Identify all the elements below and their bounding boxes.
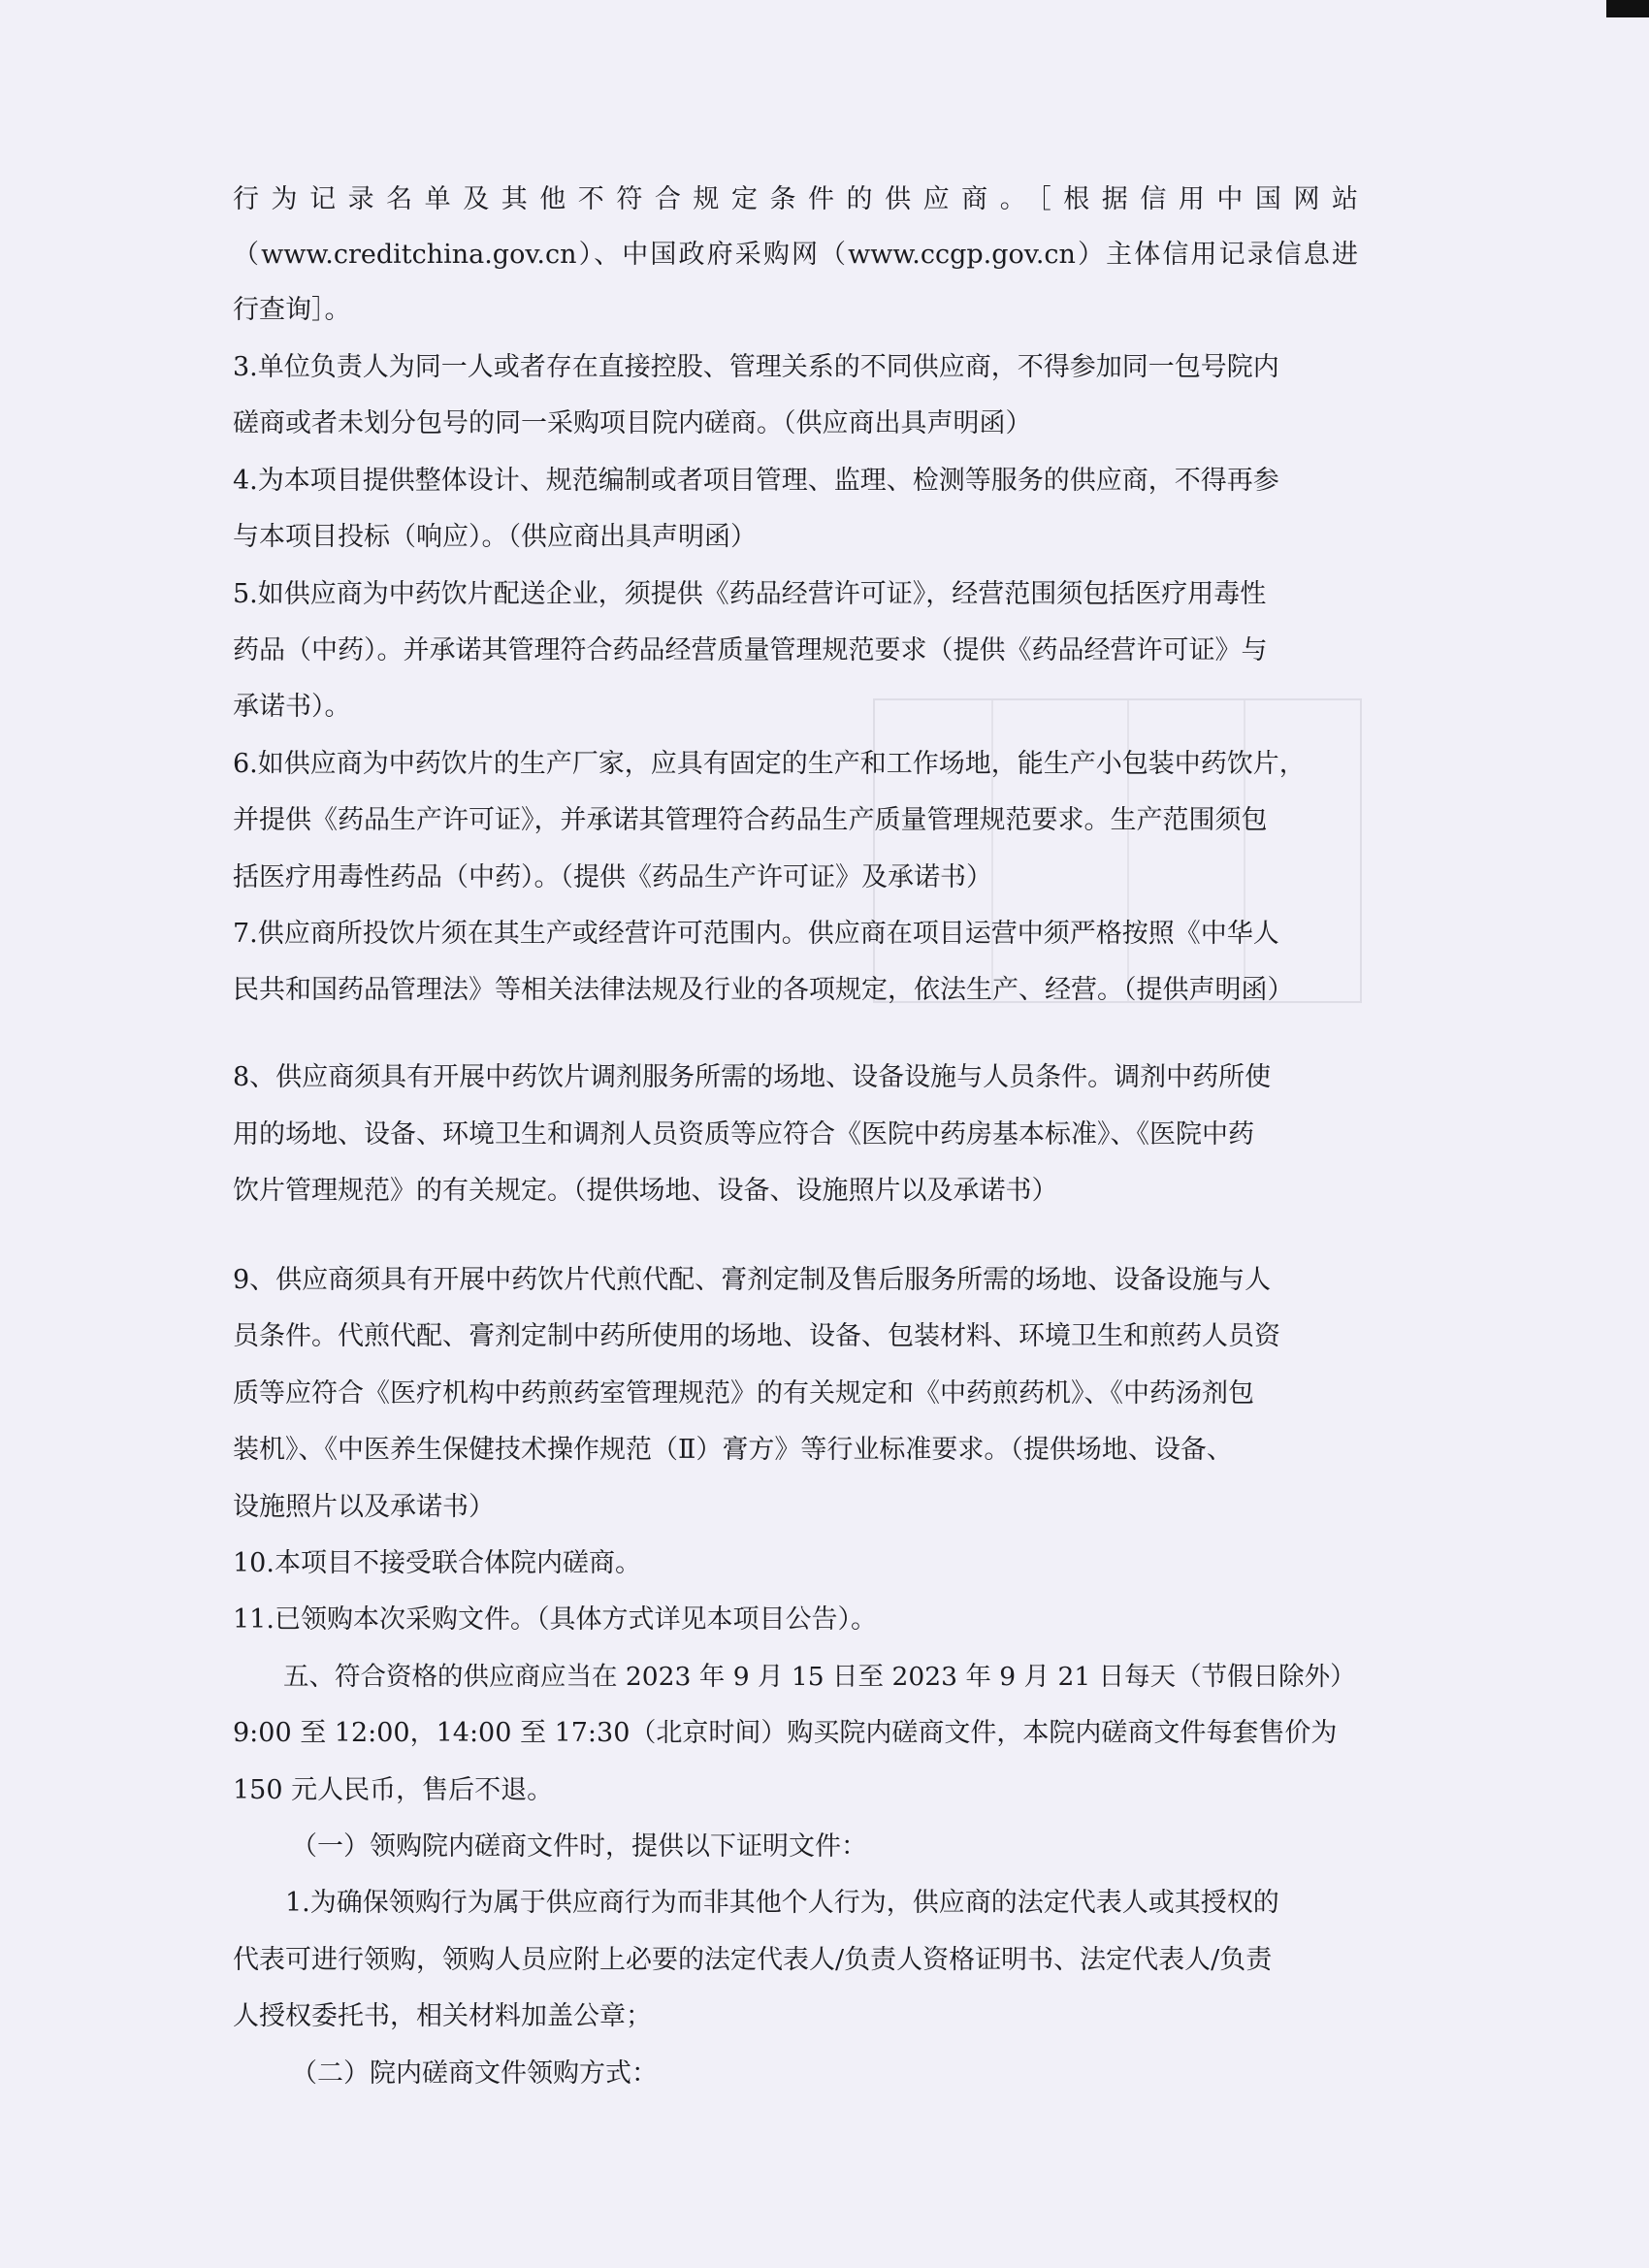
scan-corner-mark [1606, 0, 1649, 17]
text-line: 4.为本项目提供整体设计、规范编制或者项目管理、监理、检测等服务的供应商，不得再参 [233, 466, 1279, 496]
text-line: 6.如供应商为中药饮片的生产厂家，应具有固定的生产和工作场地，能生产小包装中药饮片， [233, 749, 1306, 779]
text-line: 3.单位负责人为同一人或者存在直接控股、管理关系的不同供应商，不得参加同一包号院内 [233, 352, 1279, 382]
text-line: 饮片管理规范》的有关规定。（提供场地、设备、设施照片以及承诺书） [233, 1176, 1058, 1206]
text-line: 10.本项目不接受联合体院内磋商。 [233, 1548, 641, 1578]
text-line: 8、供应商须具有开展中药饮片调剂服务所需的场地、设备设施与人员条件。调剂中药所使 [233, 1062, 1272, 1092]
text-line: 员条件。代煎代配、膏剂定制中药所使用的场地、设备、包装材料、环境卫生和煎药人员资 [233, 1321, 1280, 1351]
text-line: 五、符合资格的供应商应当在 2023 年 9 月 15 日至 2023 年 9 月 21 日每天（节假日除外） [283, 1662, 1356, 1692]
text-line: 磋商或者未划分包号的同一采购项目院内磋商。（供应商出具声明函） [233, 408, 1032, 438]
text-line: 11.已领购本次采购文件。（具体方式详见本项目公告）。 [233, 1604, 877, 1635]
text-line: 用的场地、设备、环境卫生和调剂人员资质等应符合《医院中药房基本标准》、《医院中药 [233, 1119, 1254, 1150]
text-line: 民共和国药品管理法》等相关法律法规及行业的各项规定，依法生产、经营。（提供声明函） [233, 975, 1294, 1005]
text-line: （二）院内磋商文件领购方式： [291, 2058, 658, 2089]
text-line: 并提供《药品生产许可证》，并承诺其管理符合药品生产质量管理规范要求。生产范围须包 [233, 805, 1268, 835]
text-line: 7.供应商所投饮片须在其生产或经营许可范围内。供应商在项目运营中须严格按照《中华人 [233, 919, 1279, 949]
text-line: 9:00 至 12:00，14:00 至 17:30（北京时间）购买院内磋商文件，本院内磋商文件每套售价为 [233, 1718, 1338, 1748]
text-line: 5.如供应商为中药饮片配送企业，须提供《药品经营许可证》，经营范围须包括医疗用毒性 [233, 579, 1267, 609]
text-line: 9、供应商须具有开展中药饮片代煎代配、膏剂定制及售后服务所需的场地、设备设施与人 [233, 1265, 1272, 1295]
text-line: 装机》、《中医养生保健技术操作规范（Ⅱ）膏方》等行业标准要求。（提供场地、设备、 [233, 1435, 1233, 1465]
text-line: 设施照片以及承诺书） [233, 1492, 495, 1522]
text-line: 行查询］。 [233, 295, 351, 325]
text-line: 质等应符合《医疗机构中药煎药室管理规范》的有关规定和《中药煎药机》、《中药汤剂包 [233, 1378, 1254, 1409]
text-line: 150 元人民币，售后不退。 [233, 1775, 554, 1805]
text-line: （www.creditchina.gov.cn）、中国政府采购网（www.ccgp.gov.cn）主体信用记录信息进 [233, 240, 1358, 270]
text-line: 代表可进行领购，领购人员应附上必要的法定代表人/负责人资格证明书、法定代表人/负责 [233, 1945, 1273, 1975]
text-line: 括医疗用毒性药品（中药）。（提供《药品生产许可证》及承诺书） [233, 862, 992, 892]
text-line: 与本项目投标（响应）。（供应商出具声明函） [233, 522, 757, 552]
text-line: 药品（中药）。并承诺其管理符合药品经营质量管理规范要求（提供《药品经营许可证》与 [233, 635, 1268, 665]
text-line: 承诺书）。 [233, 692, 351, 722]
text-line: 行为记录名单及其他不符合规定条件的供应商。［根据信用中国网站 [233, 184, 1358, 214]
text-line: （一）领购院内磋商文件时，提供以下证明文件： [291, 1831, 867, 1862]
text-line: 人授权委托书，相关材料加盖公章； [233, 2001, 652, 2031]
text-line: 1.为确保领购行为属于供应商行为而非其他个人行为，供应商的法定代表人或其授权的 [285, 1888, 1279, 1918]
